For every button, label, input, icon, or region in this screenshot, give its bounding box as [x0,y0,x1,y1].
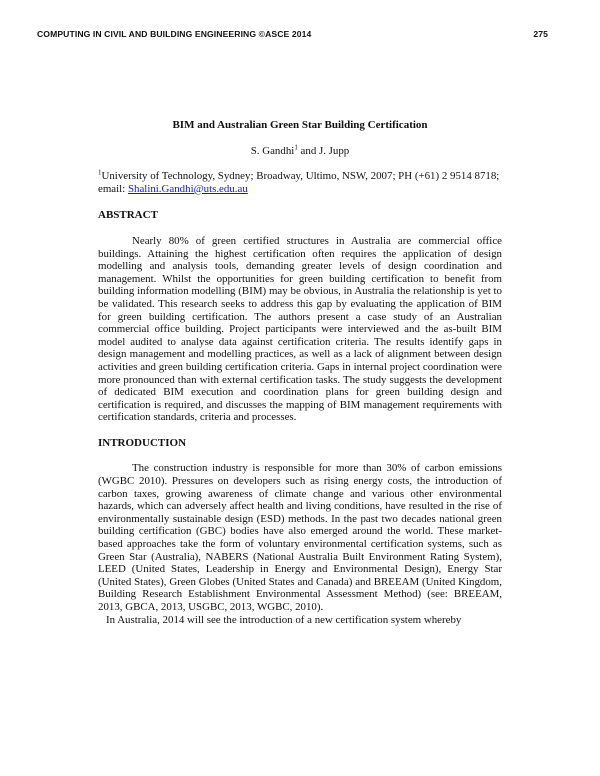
introduction-paragraph-2: In Australia, 2014 will see the introduction of a new certification system whereby [106,613,462,626]
page-number: 275 [533,29,548,39]
affiliation [98,170,502,195]
running-header [37,29,548,39]
author-name: S. Gandhi [250,144,295,157]
author-line [98,142,502,158]
paper-body [98,119,502,626]
affiliation-mark: 1 [98,168,102,177]
introduction-paragraph-1: The construction industry is responsible for more than 30% of carbon emissions (WGBC 2010). Pressures on developers such as rising energy costs, the introduction of carbon taxes, growing awareness of climate change and various other environmental hazards, which can adversely affect health and living conditions, have resulted in the rise of environmentally sustainable design (ESD) methods. In the past two decades national green building certification (GBC) bodies have also emerged around the world. These market-based approaches take the form of voluntary environmental certification systems, such as Green Star (Australia), NABERS (National Australia Built Environment Rating System), LEED (United States, Leadership in Energy and Environmental Design), Energy Star (United States), Green Globes (United States and Canada) and BREEAM (United Kingdom, Building Research Establishment Environmental Assessment Method) (see: BREEAM, 2013, GBCA, 2013, USGBC, 2013, WGBC, 2010). [98,462,502,613]
paper-title: BIM and Australian Green Star Building Certification [172,119,428,131]
author-affiliation-mark: 1 [294,142,298,151]
abstract-heading: ABSTRACT [98,209,158,222]
email-link[interactable]: Shalini.Gandhi@uts.edu.au [127,182,248,195]
journal-header: COMPUTING IN CIVIL AND BUILDING ENGINEERING ©ASCE 2014 [37,29,312,39]
abstract-text: Nearly 80% of green certified structures in Australia are commercial office buildings. Attaining the highest certification often requires the application of design modelling and analysis tools, demanding greater levels of design coordination and management. Whilst the opportunities for green building certification to benefit from building information modelling (BIM) may be obvious, in Australia the relationship is yet to be validated. This research seeks to address this gap by evaluating the application of BIM for green building certification. The authors present a case study of an Australian commercial office building. Project participants were interviewed and the as-built BIM model audited to analyse data against certification criteria. The results identify gaps in design management and modelling practices, as well as a lack of alignment between design activities and green building certification criteria. Gaps in internal project coordination were more pronounced than with external certification tasks. The study suggests the development of dedicated BIM execution and coordination plans for green building design and certification is required, and discusses the mapping of BIM management requirements with certification standards, criteria and processes. [98,234,502,424]
author-name-rest: and J. Jupp [297,144,350,157]
affiliation-text: University of Technology, Sydney; Broadway, Ultimo, NSW, 2007; PH (+61) 2 9514 8718; email: [98,170,500,195]
introduction-heading: INTRODUCTION [98,436,187,449]
